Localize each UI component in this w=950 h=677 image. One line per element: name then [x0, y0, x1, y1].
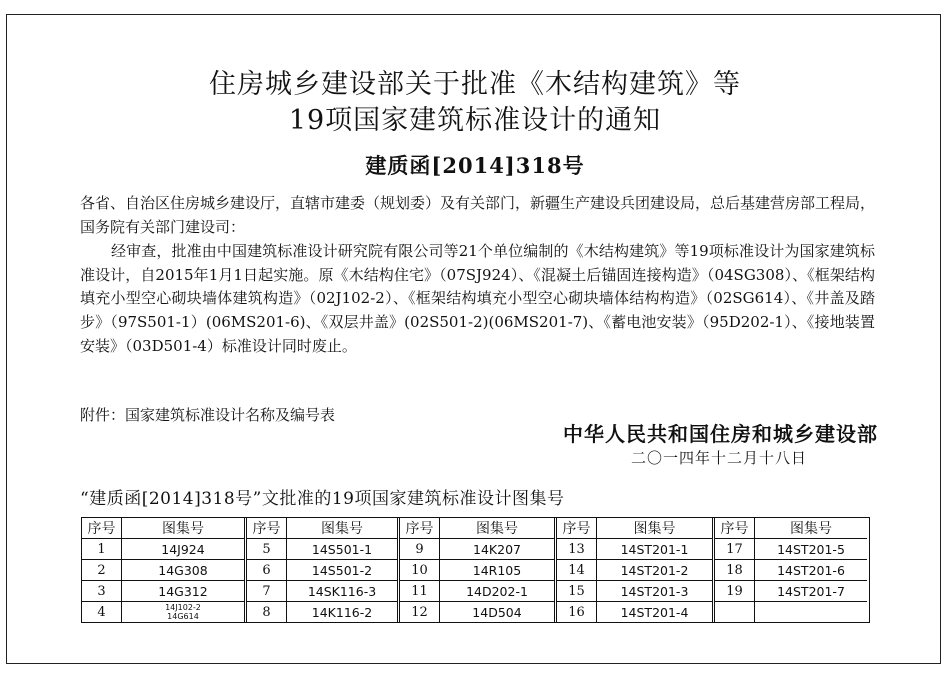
serial-number-cell: 11 [400, 581, 440, 601]
atlas-code-cell: 14D202-1 [466, 583, 528, 599]
atlas-code-cell: 14J924 [161, 541, 205, 557]
header-atlas-code: 图集号 [321, 521, 363, 537]
atlas-code-cell: 14R105 [472, 562, 522, 578]
attachment-note: 附件：国家建筑标准设计名称及编号表 [80, 406, 336, 424]
table-column-group [554, 518, 712, 622]
table-row [247, 580, 397, 601]
issue-date: 二〇一四年十二月十八日 [630, 449, 807, 467]
table-row [247, 559, 397, 580]
header-atlas-code: 图集号 [790, 521, 832, 537]
serial-number-cell: 2 [82, 560, 122, 580]
table-row [557, 601, 712, 622]
serial-number-cell: 1 [82, 539, 122, 559]
atlas-code-cell: 14S501-2 [311, 562, 373, 578]
main-paragraph: 经审查，批准由中国建筑标准设计研究院有限公司等21个单位编制的《木结构建筑》等19项标准设计为国家建筑标准设计，自2015年1月1日起实施。原《木结构住宅》（07SJ924）、《混凝土后锚固连接构造》（04SG308）、《框架结构填充小型空心砌块墙体建筑构造》（02J102-2）、《框架结构填充小型空心砌块墙体结构构造》（02SG614）、《井盖及踏步》（97S501-1）(06MS201-6)、《双层井盖》(02S501-2)(06MS201-7)、《蓄电池安装》（95D202-1）、《接地装置安装》（03D501-4）标准设计同时废止。 [80, 242, 875, 355]
table-row [557, 580, 712, 601]
atlas-code-cell: 14ST201-5 [777, 541, 845, 557]
table-row [557, 538, 712, 559]
issuing-authority: 中华人民共和国住房和城乡建设部 [563, 422, 878, 446]
atlas-code-cell: 14G308 [158, 562, 208, 578]
table-row [400, 538, 554, 559]
table-row [82, 601, 244, 622]
header-serial-number: 序号 [82, 518, 122, 538]
serial-number-cell: 13 [557, 539, 597, 559]
serial-number-cell: 3 [82, 581, 122, 601]
serial-number-cell: 9 [400, 539, 440, 559]
atlas-code-cell: 14ST201-4 [620, 604, 689, 620]
table-column-group [712, 518, 867, 622]
serial-number-cell: 17 [715, 539, 755, 559]
serial-number-cell: 14 [557, 560, 597, 580]
header-atlas-code: 图集号 [162, 521, 204, 537]
document-number: 建质函[2014]318号 [365, 153, 585, 178]
atlas-code-cell: 14S501-1 [311, 541, 373, 557]
serial-number-cell: 18 [715, 560, 755, 580]
atlas-code-cell: 14D504 [472, 604, 522, 620]
header-serial-number: 序号 [247, 518, 287, 538]
atlas-code-cell: 14ST201-7 [777, 583, 845, 599]
header-serial-number: 序号 [400, 518, 440, 538]
table-header-row [557, 518, 712, 538]
header-atlas-code: 图集号 [633, 521, 676, 537]
atlas-code-cell: 14ST201-2 [620, 562, 689, 578]
table-row [715, 538, 867, 559]
atlas-code-cell: 14G312 [158, 583, 208, 599]
atlas-number-table [81, 517, 870, 623]
serial-number-cell: 5 [247, 539, 287, 559]
table-row [247, 601, 397, 622]
table-header-row [247, 518, 397, 538]
atlas-code-cell [755, 602, 867, 622]
atlas-code-cell: 14SK116-3 [307, 583, 377, 599]
header-serial-number: 序号 [557, 518, 597, 538]
addressee-paragraph: 各省、自治区住房城乡建设厅，直辖市建委（规划委）及有关部门，新疆生产建设兵团建设局，总后基建营房部工程局，国务院有关部门建设司： [80, 194, 876, 236]
notice-title-line-2: 19项国家建筑标准设计的通知 [288, 105, 662, 136]
table-column-group [397, 518, 554, 622]
atlas-code-cell: 14K207 [473, 541, 521, 557]
table-row [247, 538, 397, 559]
serial-number-cell [715, 602, 755, 622]
atlas-code-cell: 14ST201-6 [777, 562, 845, 578]
table-row [715, 580, 867, 601]
serial-number-cell: 15 [557, 581, 597, 601]
table-column-group [244, 518, 397, 622]
serial-number-cell: 12 [400, 602, 440, 622]
table-row [715, 601, 867, 622]
table-row [715, 559, 867, 580]
table-header-row [400, 518, 554, 538]
table-header-row [82, 518, 244, 538]
table-row [557, 559, 712, 580]
atlas-code-cell: 14ST201-3 [620, 583, 689, 599]
atlas-code-cell: 14K116-2 [311, 604, 373, 620]
serial-number-cell: 6 [247, 560, 287, 580]
atlas-code-cell: 14J102-2 14G614 [165, 603, 201, 621]
table-row [400, 580, 554, 601]
serial-number-cell: 10 [400, 560, 440, 580]
table-header-row [715, 518, 867, 538]
serial-number-cell: 19 [715, 581, 755, 601]
notice-title-line-1: 住房城乡建设部关于批准《木结构建筑》等 [209, 69, 741, 100]
table-row [400, 559, 554, 580]
serial-number-cell: 7 [247, 581, 287, 601]
serial-number-cell: 4 [82, 602, 122, 622]
table-column-group [82, 518, 244, 622]
table-row [82, 559, 244, 580]
table-row [400, 601, 554, 622]
header-serial-number: 序号 [715, 518, 755, 538]
table-title: “建质函[2014]318号”文批准的19项国家建筑标准设计图集号 [80, 489, 565, 509]
header-atlas-code: 图集号 [476, 521, 518, 537]
serial-number-cell: 8 [247, 602, 287, 622]
atlas-code-cell: 14ST201-1 [620, 541, 689, 557]
table-row [82, 580, 244, 601]
serial-number-cell: 16 [557, 602, 597, 622]
table-row [82, 538, 244, 559]
